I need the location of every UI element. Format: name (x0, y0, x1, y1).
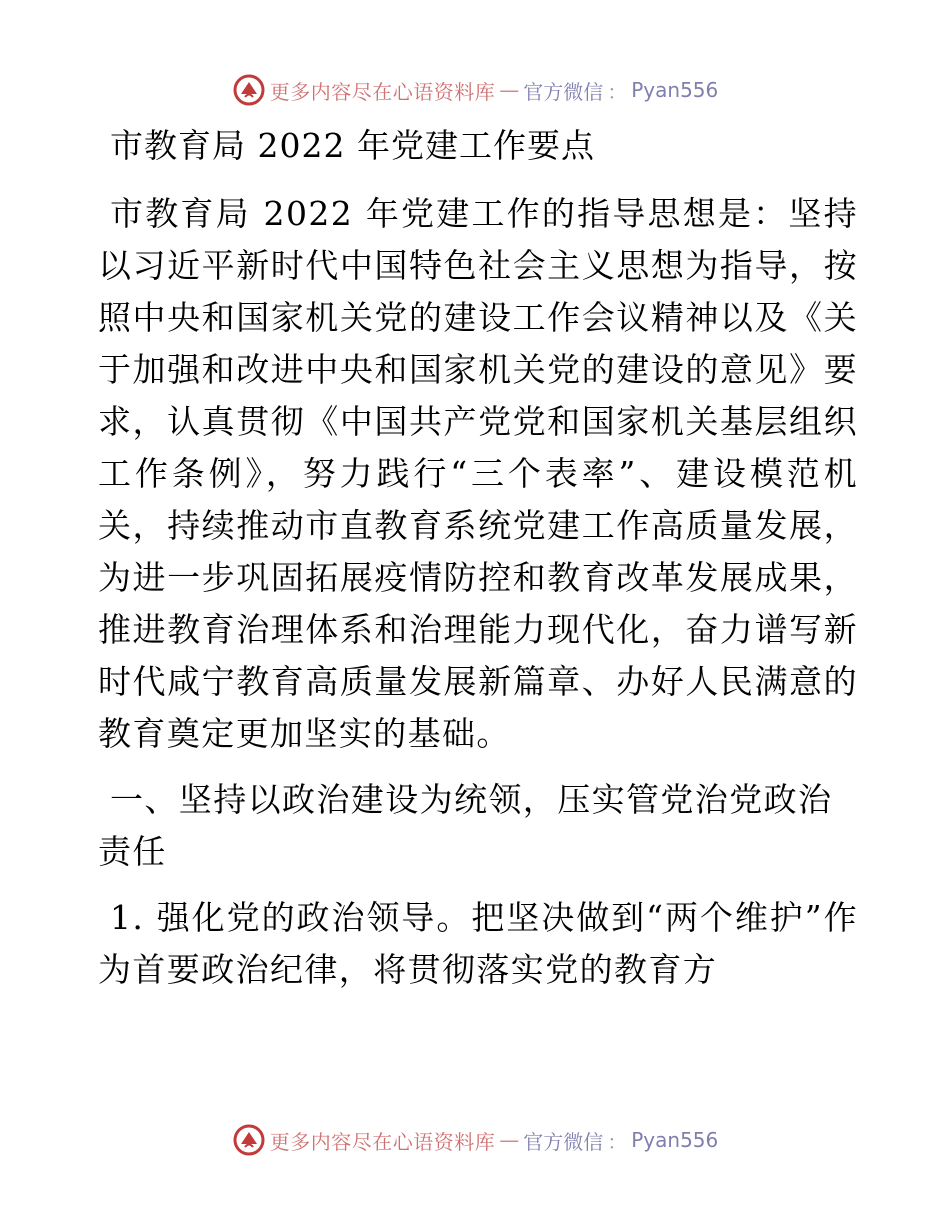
watermark-id: Pyan556 (631, 78, 719, 102)
watermark-dash: — (499, 78, 520, 102)
watermark-text-blue: 官方微信 (523, 1129, 604, 1154)
watermark-dash: — (499, 1128, 520, 1152)
item-paragraph-1: 1. 强化党的政治领导。把坚决做到“两个维护”作为首要政治纪律，将贯彻落实党的教育方 (98, 898, 858, 989)
watermark-id: Pyan556 (631, 1128, 719, 1152)
document-title: 市教育局 2022 年党建工作要点 (110, 126, 595, 165)
watermark-colon: ： (607, 1129, 628, 1154)
watermark-text-blue: 官方微信 (523, 79, 604, 104)
watermark-text-red: 更多内容尽在心语资料库 (269, 79, 496, 104)
watermark-text-red: 更多内容尽在心语资料库 (269, 1129, 496, 1154)
seal-logo-icon (232, 73, 266, 107)
seal-logo-icon (232, 1123, 266, 1157)
intro-paragraph: 市教育局 2022 年党建工作的指导思想是：坚持以习近平新时代中国特色社会主义思想为指导，按照中央和国家机关党的建设工作会议精神以及《关于加强和改进中央和国家机关党的建设的意见》要求，认真贯彻《中国共产党党和国家机关基层组织工作条例》，努力践行“三个表率”、建设模范机关，持续推动市直教育系统党建工作高质量发展，为进一步巩固拓展疫情防控和教育改革发展成果，推进教育治理体系和治理能力现代化，奋力谱写新时代咸宁教育高质量发展新篇章、办好人民满意的教育奠定更加坚实的基础。 (98, 194, 858, 753)
watermark-top (0, 70, 950, 110)
section-heading-1: 一、坚持以政治建设为统领，压实管党治党政治责任 (98, 780, 833, 871)
watermark-colon: ： (607, 79, 628, 104)
watermark-bottom (0, 1120, 950, 1160)
document-body (98, 118, 858, 1010)
